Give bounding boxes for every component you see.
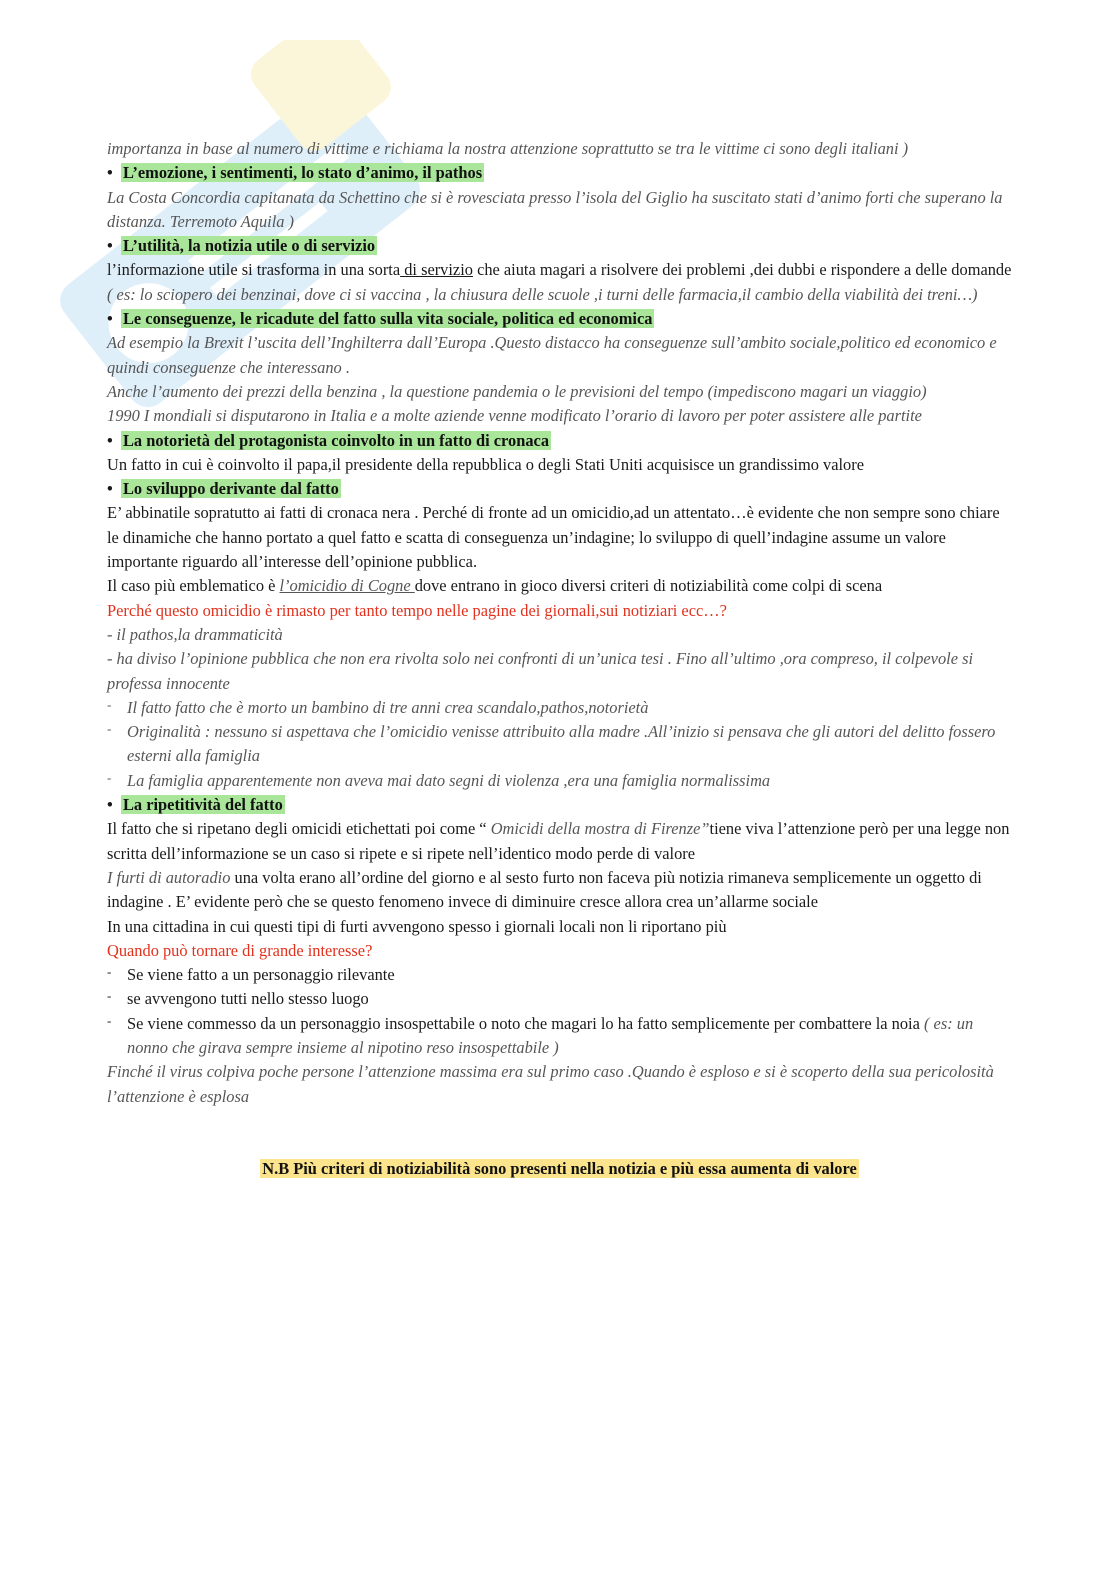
question-line: Perché questo omicidio è rimasto per tanto tempo nelle pagine dei giornali,sui notiziari ecc…? [107, 600, 727, 620]
text-paragraph [107, 866, 1012, 915]
question-line: Quando può tornare di grande interesse? [107, 940, 373, 960]
italic-text: I furti di autoradio [107, 867, 231, 887]
heading-text: Le conseguenze, le ricadute del fatto sulla vita sociale, politica ed economica [123, 309, 653, 329]
underlined-italic-text: l’omicidio di Cogne [279, 576, 415, 596]
dash-item: - Se viene fatto a un personaggio rilevante [107, 963, 1012, 987]
text-span: una volta erano all’ordine del giorno e al sesto furto non faceva più notizia rimaneva semplicemente un oggetto di indagine . E’ evidente però che se questo fenomeno invece di diminuire cresce allora crea un’allarme sociale [107, 867, 982, 912]
text-line: Anche l’aumento dei prezzi della benzina , la questione pandemia o le previsioni del tempo (impediscono magari un viaggio) [107, 381, 927, 401]
section-heading-sviluppo [107, 477, 1012, 501]
document-body [107, 137, 1012, 1181]
text-line: 1990 I mondiali si disputarono in Italia e a molte aziende venne modificato l’orario di lavoro per poter assistere alle partite [107, 406, 922, 426]
text-line: importanza in base al numero di vittime e richiama la nostra attenzione soprattutto se tra le vittime ci sono degli italiani ) [107, 139, 909, 158]
text-line: - il pathos,la drammaticità [107, 624, 283, 644]
nota-bene-text: N.B Più criteri di notiziabilità sono presenti nella notizia e più essa aumenta di valore [262, 1158, 857, 1178]
text-line: Ad esempio la Brexit l’uscita dell’Inghilterra dall’Europa .Questo distacco ha conseguenze sull’ambito sociale,politico ed economico e quindi conseguenze che interessano . [107, 333, 997, 377]
heading-text: L’utilità, la notizia utile o di servizio [123, 236, 376, 256]
dash-item: - Il fatto fatto che è morto un bambino di tre anni crea scandalo,pathos,notorietà [107, 696, 1012, 720]
heading-text: L’emozione, i sentimenti, lo stato d’animo, il pathos [123, 163, 483, 183]
dash-item: - se avvengono tutti nello stesso luogo [107, 987, 1012, 1011]
section-heading-conseguenze [107, 307, 1012, 331]
italic-text: Omicidi della mostra di Firenze” [490, 819, 710, 839]
underlined-text: di servizio [400, 260, 473, 280]
text-line: In una cittadina in cui questi tipi di furti avvengono spesso i giornali locali non li riportano più [107, 916, 727, 936]
text-span: tiene viva l’attenzione però per una legge non scritta dell’informazione se un caso si ripete e si ripete nell’identico modo perde di valore [107, 819, 1010, 863]
dash-item: - Originalità : nessuno si aspettava che l’omicidio venisse attribuito alla madre .All’inizio si pensava che gli autori del delitto fossero esterni alla famiglia [107, 720, 1012, 769]
text-line: - ha diviso l’opinione pubblica che non era rivolta solo nei confronti di un’unica tesi . Fino all’ultimo ,ora compreso, il colpevole si professa innocente [107, 649, 973, 693]
text-paragraph [107, 817, 1012, 866]
dash-item [107, 1012, 1012, 1061]
nota-bene [107, 1157, 1012, 1181]
text-paragraph [107, 574, 1012, 598]
text-line: Un fatto in cui è coinvolto il papa,il presidente della repubblica o degli Stati Uniti acquisisce un grandissimo valore [107, 454, 864, 474]
text-paragraph: E’ abbinatile sopratutto ai fatti di cronaca nera . Perché di fronte ad un omicidio,ad un attentato…è evidente che non sempre sono chiare le dinamiche che hanno portato a quel fatto e scatta di conseguenza un’indagine; lo sviluppo di quell’indagine assume un valore importante riguardo all’interesse dell’opinione pubblica. [107, 503, 1000, 572]
text-span: Il caso più emblematico è [107, 576, 280, 596]
text-line: La Costa Concordia capitanata da Schettino che si è rovesciata presso l’isola del Giglio ha suscitato stati d’animo forti che superano la distanza. Terremoto Aquila ) [107, 187, 1003, 231]
section-heading-emozione [107, 161, 1012, 185]
section-heading-utilita [107, 234, 1012, 258]
section-heading-ripetitivita [107, 793, 1012, 817]
dash-item: - La famiglia apparentemente non aveva mai dato segni di violenza ,era una famiglia normalissima [107, 769, 1012, 793]
text-line: Finché il virus colpiva poche persone l’attenzione massima era sul primo caso .Quando è esploso e si è scoperto della sua pericolosità l’attenzione è esplosa [107, 1062, 994, 1106]
heading-text: La ripetitività del fatto [123, 795, 283, 815]
section-heading-notorieta [107, 429, 1012, 453]
text-paragraph [107, 258, 1012, 307]
spacer [107, 1109, 1012, 1157]
text-span: dove entrano in gioco diversi criteri di notiziabilità come colpi di scena [414, 576, 883, 596]
text-span: che aiuta magari a risolvere dei problemi ,dei dubbi e rispondere a delle domande [472, 260, 1012, 280]
text-span: Il fatto che si ripetano degli omicidi etichettati poi come “ [107, 819, 491, 839]
heading-text: Lo sviluppo derivante dal fatto [123, 479, 339, 499]
text-span: Se viene commesso da un personaggio insospettabile o noto che magari lo ha fatto semplicemente per combattere la noia [127, 1013, 924, 1033]
italic-text: ( es: lo sciopero dei benzinai, dove ci si vaccina , la chiusura delle scuole ,i turni delle farmacia,il cambio della viabilità dei treni…) [107, 284, 978, 304]
italic-text: ( es: un nonno che girava sempre insieme al nipotino reso insospettabile ) [127, 1013, 974, 1057]
text-span: l’informazione utile si trasforma in una sorta [107, 260, 401, 280]
heading-text: La notorietà del protagonista coinvolto in un fatto di cronaca [123, 430, 550, 450]
